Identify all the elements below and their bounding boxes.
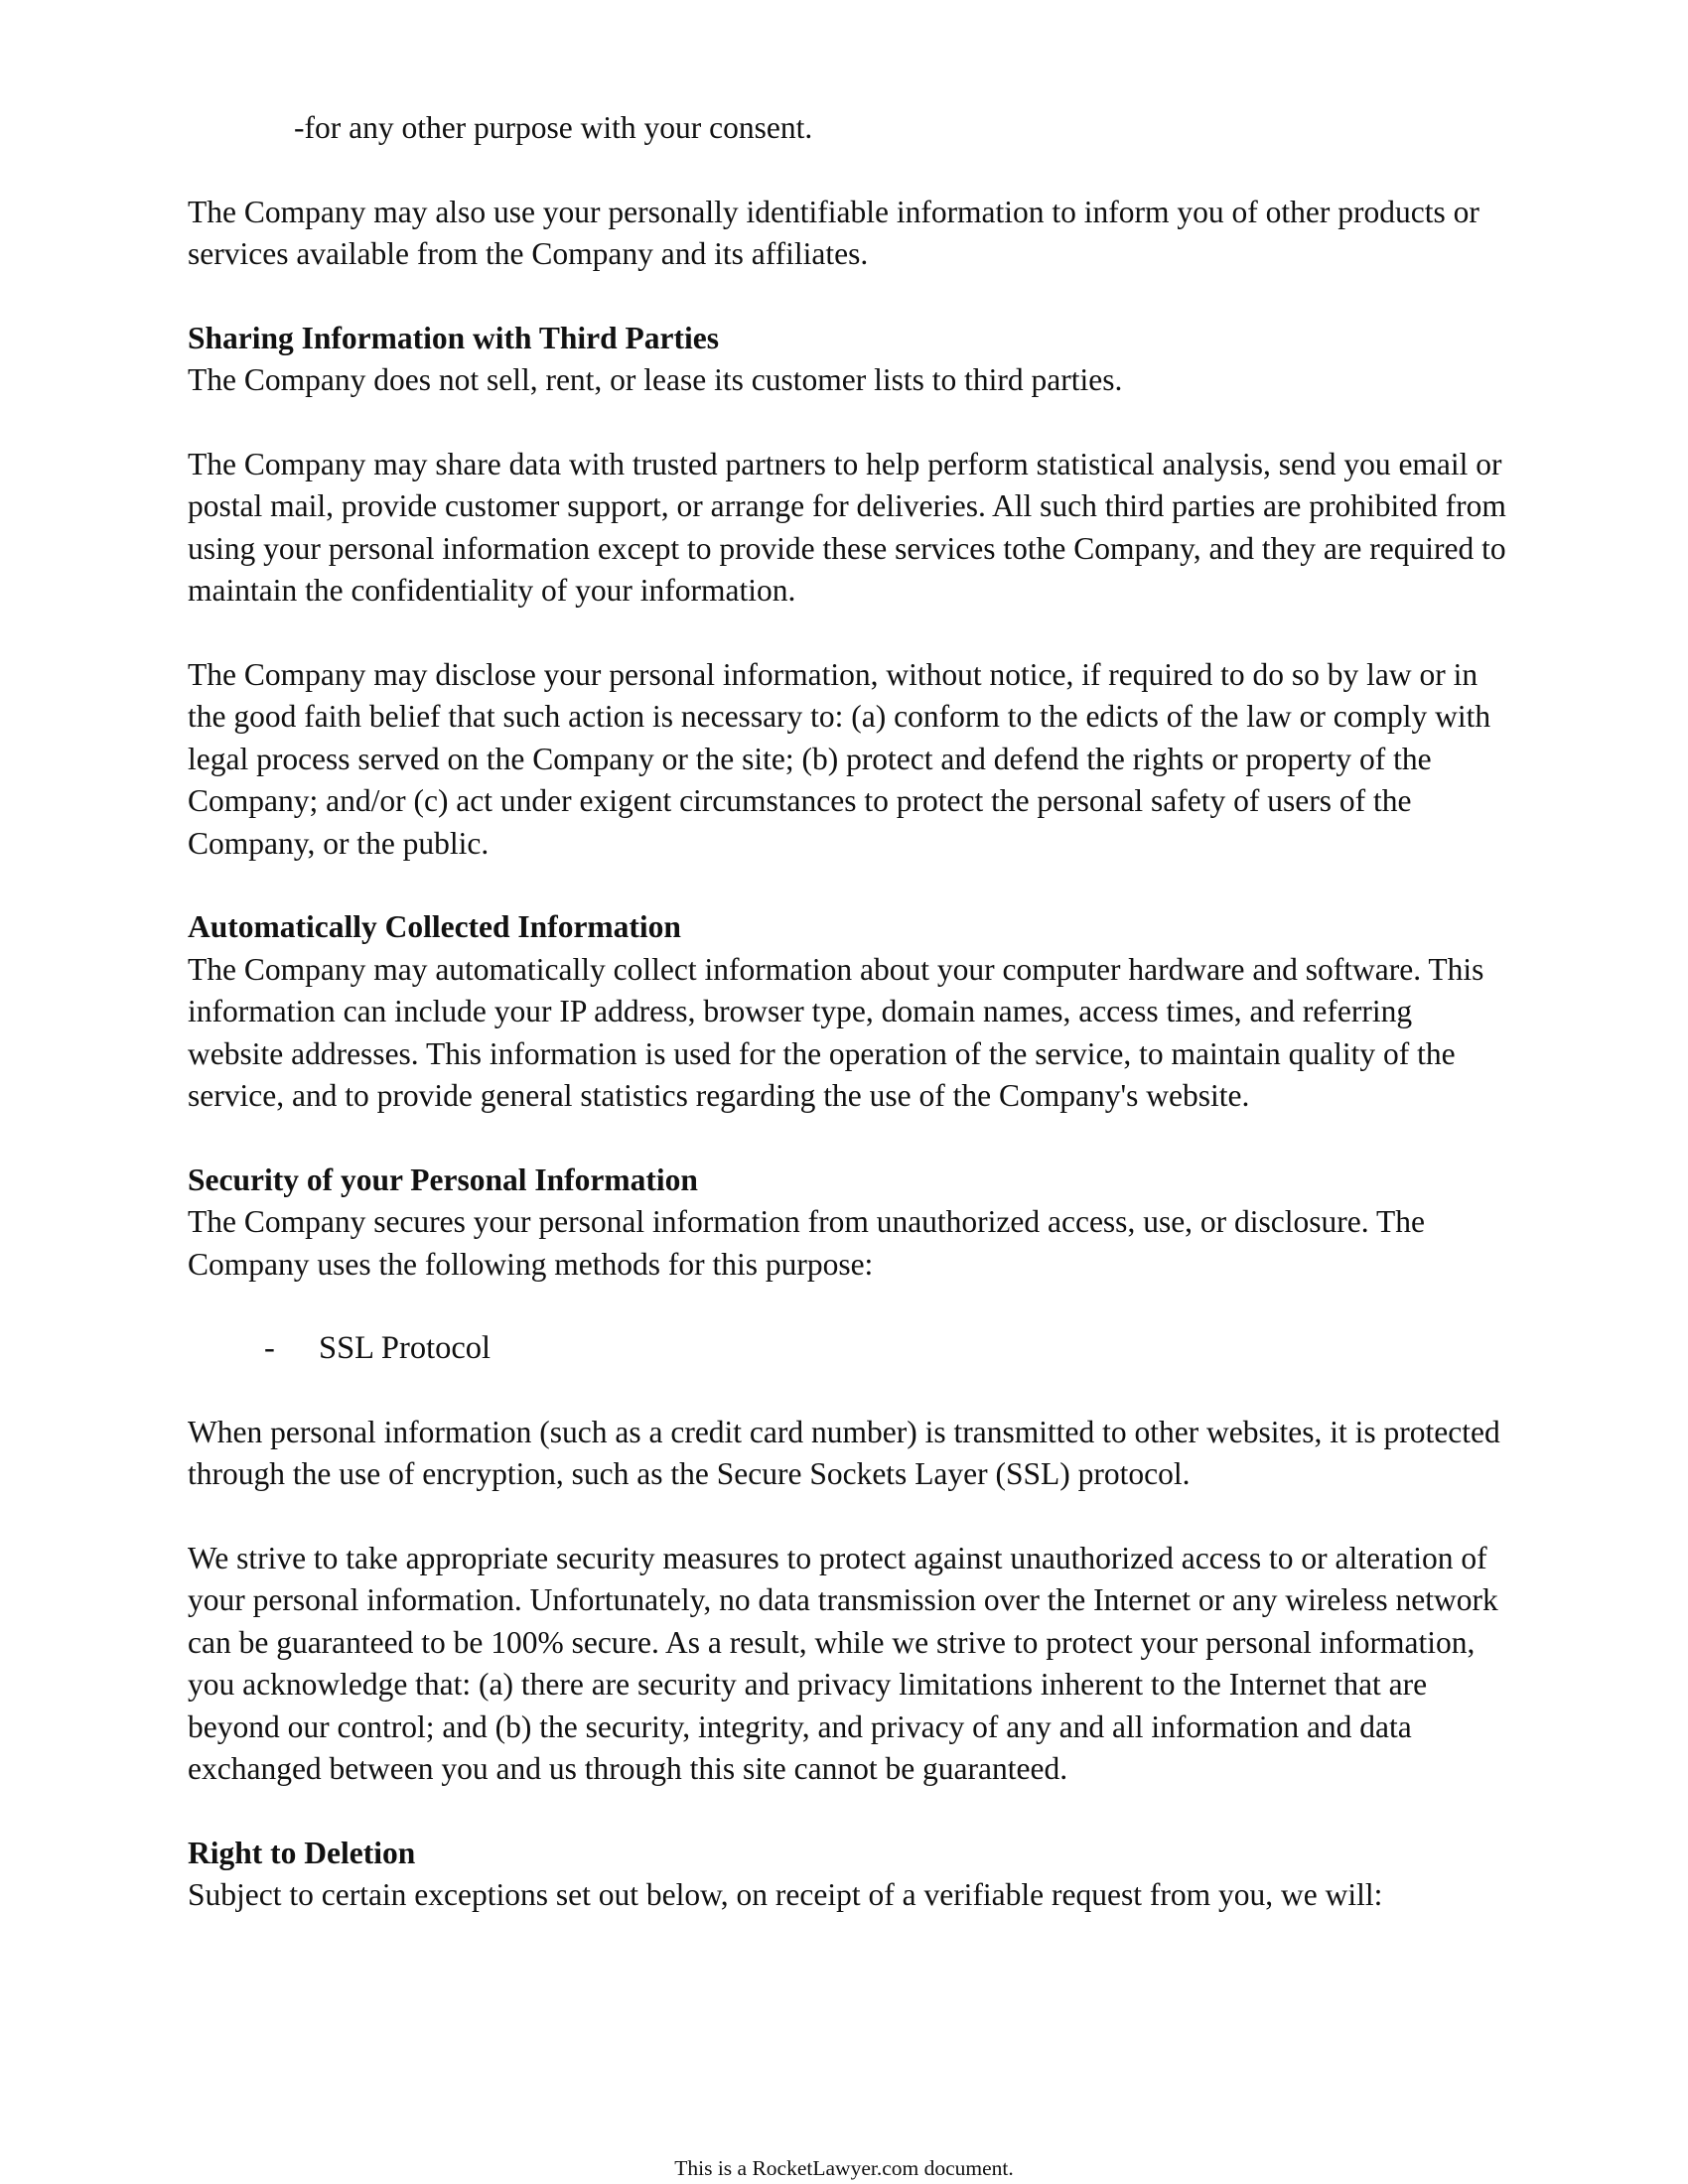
section-title-deletion: Right to Deletion <box>188 1835 416 1870</box>
section-body-deletion: Subject to certain exceptions set out below, on receipt of a verifiable request from you, we will: <box>188 1877 1383 1912</box>
section-auto-collected <box>188 906 1508 1118</box>
section-body-sharing: The Company does not sell, rent, or lease its customer lists to third parties. <box>188 362 1123 397</box>
section-title-security: Security of your Personal Information <box>188 1161 698 1197</box>
section-security <box>188 1160 1508 1791</box>
method-label: SSL Protocol <box>319 1330 492 1366</box>
security-paragraph-measures: We strive to take appropriate security measures to protect against unauthorized access to or alteration of your personal information. Unfortunately, no data transmission over the Internet or any wireless network can be guaranteed to be 100% secure. As a result, while we strive to protect your personal information, you acknowledge that: (a) there are security and privacy limitations inherent to the Internet that are beyond our control; and (b) the security, integrity, and privacy of any and all information and data exchanged between you and us through this site cannot be guaranteed. <box>188 1540 1498 1786</box>
section-body-security: The Company secures your personal information from unauthorized access, use, or disclosure. The Company uses the following methods for this purpose: <box>188 1204 1425 1282</box>
intro-paragraph: The Company may also use your personally identifiable information to inform you of other products or services available from the Company and its affiliates. <box>188 194 1479 271</box>
sharing-paragraph-partners: The Company may share data with trusted partners to help perform statistical analysis, send you email or postal mail, provide customer support, or arrange for deliveries. All such third parties are prohibited from using your personal information except to provide these services tothe Company, and they are required to maintain the confidentiality of your information. <box>188 446 1506 608</box>
section-body-auto-collected: The Company may automatically collect information about your computer hardware and software. This information can include your IP address, browser type, domain names, access times, and referring website addresses. This information is used for the operation of the service, to maintain quality of the service, and to provide general statistics regarding the use of the Company's website. <box>188 951 1484 1113</box>
section-sharing <box>188 318 1508 866</box>
security-method-item <box>188 1327 1508 1370</box>
consent-bullet: -for any other purpose with your consent. <box>294 110 813 145</box>
document-page <box>188 107 1508 1917</box>
security-paragraph-ssl: When personal information (such as a credit card number) is transmitted to other websites, it is protected through the use of encryption, such as the Secure Sockets Layer (SSL) protocol. <box>188 1414 1500 1491</box>
method-dash: - <box>264 1330 275 1366</box>
sharing-paragraph-disclosure: The Company may disclose your personal information, without notice, if required to do so by law or in the good faith belief that such action is necessary to: (a) conform to the edicts of the law or comply with legal process served on the Company or the site; (b) protect and defend the rights or property of the Company; and/or (c) act under exigent circumstances to protect the personal safety of users of the Company, or the public. <box>188 656 1491 861</box>
section-title-sharing: Sharing Information with Third Parties <box>188 320 719 355</box>
section-deletion <box>188 1833 1508 1917</box>
page-footer: This is a RocketLawyer.com document. <box>674 2156 1014 2180</box>
section-title-auto-collected: Automatically Collected Information <box>188 909 681 944</box>
